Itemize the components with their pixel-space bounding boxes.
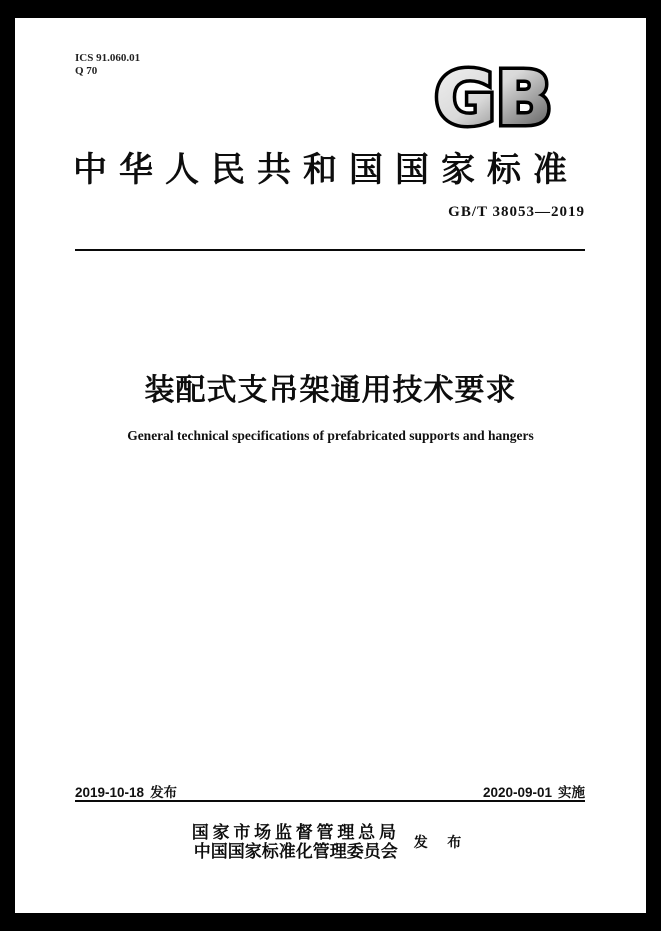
publish-label: 发 布 — [413, 836, 470, 851]
gb-logo-letters: GB — [434, 60, 553, 133]
issue-date-group — [75, 781, 177, 801]
national-standard-heading: 中华人民共和国国家标准 — [73, 152, 579, 189]
standard-cover-page — [15, 18, 646, 913]
issue-date: 2019-10-18 — [75, 785, 145, 800]
standard-title-english: General technical specifications of prefabricated supports and hangers — [127, 428, 534, 443]
class-code: Q 70 — [75, 65, 98, 77]
implement-date-group — [483, 781, 585, 801]
issuer-block — [15, 823, 646, 861]
standard-title-chinese: 装配式支吊架通用技术要求 — [144, 374, 517, 407]
implement-label: 实施 — [558, 785, 585, 800]
issuer-name-samr: 国家市场监督管理总局 — [191, 823, 400, 842]
gb-standard-logo-icon — [430, 60, 557, 133]
dates-row — [75, 781, 585, 801]
header-divider-line — [75, 249, 585, 251]
implement-date: 2020-09-01 — [482, 785, 552, 800]
issue-label: 发布 — [150, 785, 178, 800]
issuer-names — [192, 823, 400, 861]
issuer-name-sac: 中国国家标准化管理委员会 — [193, 842, 398, 861]
ics-classification-block — [75, 52, 140, 78]
footer-divider-line — [75, 800, 585, 802]
ics-code: ICS 91.060.01 — [75, 52, 141, 64]
standard-number: GB/T 38053—2019 — [448, 204, 585, 220]
